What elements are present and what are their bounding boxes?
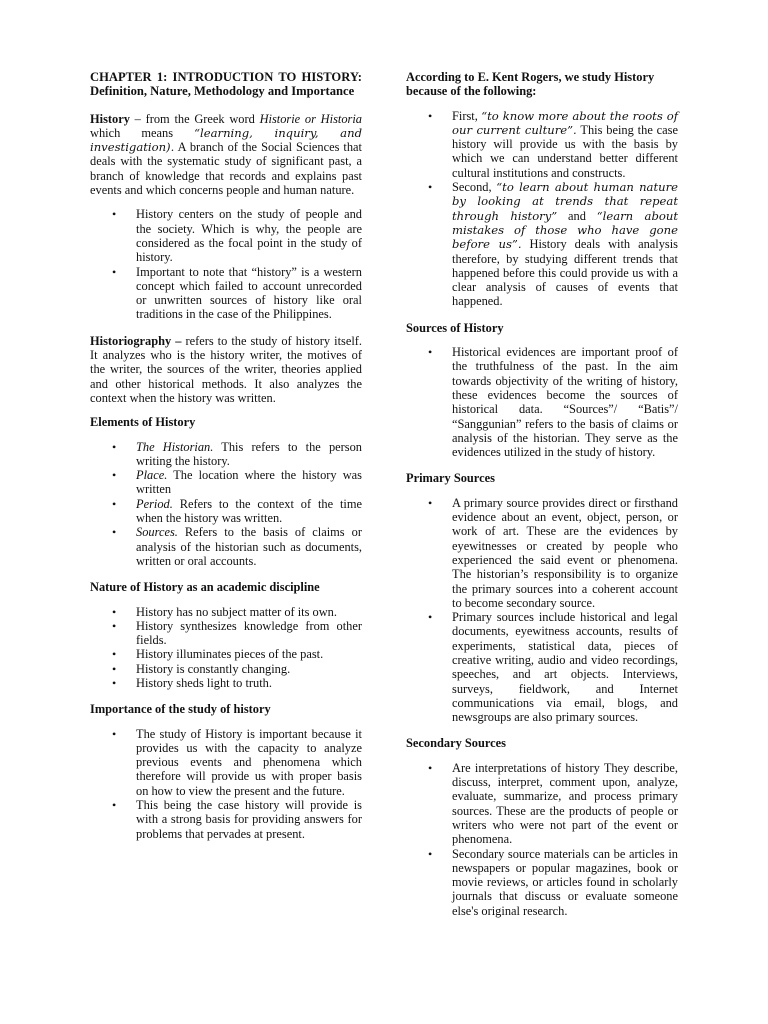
greek-origin: Historie or Historia — [259, 111, 362, 126]
list-item — [90, 468, 362, 497]
rogers-quote: “to learn about human nature by looking at trends that repeat through history” — [452, 180, 679, 223]
nature-heading: Nature of History as an academic discipline — [90, 580, 320, 595]
list-item: • History centers on the study of people and the society. Which is why, the people are considered as the focal point in the study of history. — [90, 207, 362, 264]
list-item: • Secondary source materials can be articles in newspapers or popular magazines, book or movie reviews, or articles found in scholarly journals that discuss or evaluate someone else's original research. — [406, 847, 678, 918]
list-item: • The study of History is important because it provides us with the capacity to analyze previous events and phenomena which therefore will provide us with proper basis on how to view the present and the future. — [90, 727, 362, 798]
importance-heading: Importance of the study of history — [90, 702, 271, 717]
list-item: • Historical evidences are important proof of the truthfulness of the past. In the aim towards objectivity of the writing of history, these evidences become the sources of historical data. “Sources”/ “Batis”/ “Sanggunian” refers to the basis of claims or analysis of the historian. They serve as the evidences utilized in the study of history. — [406, 345, 678, 459]
history-def-text: which means — [90, 125, 195, 140]
history-definition — [90, 112, 362, 198]
history-term: History — [90, 111, 130, 126]
list-item: • Primary sources include historical and legal documents, eyewitness accounts, results of experiments, statistical data, pieces of creative writing, audio and video recordings, speeches, and art objects. Interviews, surveys, fieldwork, and Internet communications via email, blogs, and newsgroups are also primary sources. — [406, 610, 678, 724]
element-text: This refers to the person writing the history. — [136, 439, 362, 468]
element-label: Place. — [136, 468, 168, 483]
list-item — [90, 497, 362, 526]
rogers-list — [406, 109, 678, 309]
history-bullet-list — [90, 207, 362, 321]
list-item: • Are interpretations of history They describe, discuss, interpret, comment upon, analyze, evaluate, summarize, and process primary sources. These are the products of people or writers who were not part of the event or phenomena. — [406, 761, 678, 847]
historiography-definition — [90, 334, 362, 405]
left-column — [90, 70, 362, 853]
secondary-list — [406, 761, 678, 918]
list-item — [90, 440, 362, 469]
rogers-heading: According to E. Kent Rogers, we study History because of the following: — [406, 70, 655, 99]
list-item: • History has no subject matter of its own. — [90, 605, 362, 619]
rogers-text: History deals with analysis therefore, by studying different trends that happened before this could provide us with a clear analysis of causes of events that happened. — [452, 237, 679, 309]
importance-list — [90, 727, 362, 841]
list-item: • History synthesizes knowledge from other fields. — [90, 619, 362, 648]
elements-heading: Elements of History — [90, 415, 196, 430]
rogers-quote: “learn about mistakes of those who have gone before us”. — [452, 208, 678, 252]
rogers-quote: “to know more about the roots of our current culture”. — [452, 108, 679, 137]
history-def-text: – from the Greek word — [129, 111, 260, 126]
list-item — [406, 180, 678, 309]
list-item: • History illuminates pieces of the past. — [90, 647, 362, 661]
history-def-text: A branch of the Social Sciences that deals with the systematic study of significant past, a branch of knowledge that records and explains past events and which concerns people and human nature. — [90, 140, 362, 198]
element-text: Refers to the context of the time when the history was written. — [136, 496, 362, 526]
rogers-text: and — [557, 208, 597, 223]
list-item: • This being the case history will provide is with a strong basis for providing answers for problems that pervades at present. — [90, 798, 362, 841]
list-item: • Important to note that “history” is a western concept which failed to account unrecorded or unwritten sources of history like oral traditions in the case of the Philippines. — [90, 265, 362, 322]
element-label: The Historian. — [136, 439, 214, 454]
right-column — [406, 70, 678, 930]
element-text: The location where the history was written — [136, 468, 362, 497]
primary-list — [406, 496, 678, 725]
list-item — [406, 109, 678, 180]
rogers-lead: First, — [452, 108, 482, 123]
list-item: • History is constantly changing. — [90, 662, 362, 676]
sources-list — [406, 345, 678, 459]
elements-list — [90, 440, 362, 569]
sources-heading: Sources of History — [406, 320, 504, 335]
primary-heading: Primary Sources — [406, 471, 495, 486]
rogers-lead: Second, — [452, 180, 497, 195]
history-meaning: “learning, inquiry, and investigation). — [90, 125, 362, 155]
element-text: Refers to the basis of claims or analysis of the historian such as documents, written or oral accounts. — [136, 525, 362, 568]
rogers-text: This being the case history will provide us with the basis by which we can understand better different cultural institutions and constructs. — [452, 122, 679, 180]
element-label: Sources. — [136, 525, 178, 540]
element-label: Period. — [136, 496, 173, 511]
list-item: • A primary source provides direct or firsthand evidence about an event, object, person, or work of art. These are the evidences by eyewitnesses or created by people who experienced the said event or phenomena. The historian’s responsibility is to organize the primary sources into a coherent account to become secondary source. — [406, 496, 678, 610]
list-item: • History sheds light to truth. — [90, 676, 362, 690]
historiography-text: refers to the study of history itself. It analyzes who is the history writer, the motives of the writer, the sources of the writer, theories applied and other historical methods. It also analyzes the context when the history was written. — [90, 333, 363, 405]
list-item — [90, 525, 362, 568]
nature-list — [90, 605, 362, 691]
chapter-title: CHAPTER 1: INTRODUCTION TO HISTORY: Definition, Nature, Methodology and Importance — [90, 70, 362, 99]
historiography-term: Historiography – — [90, 333, 182, 348]
secondary-heading: Secondary Sources — [406, 736, 506, 751]
